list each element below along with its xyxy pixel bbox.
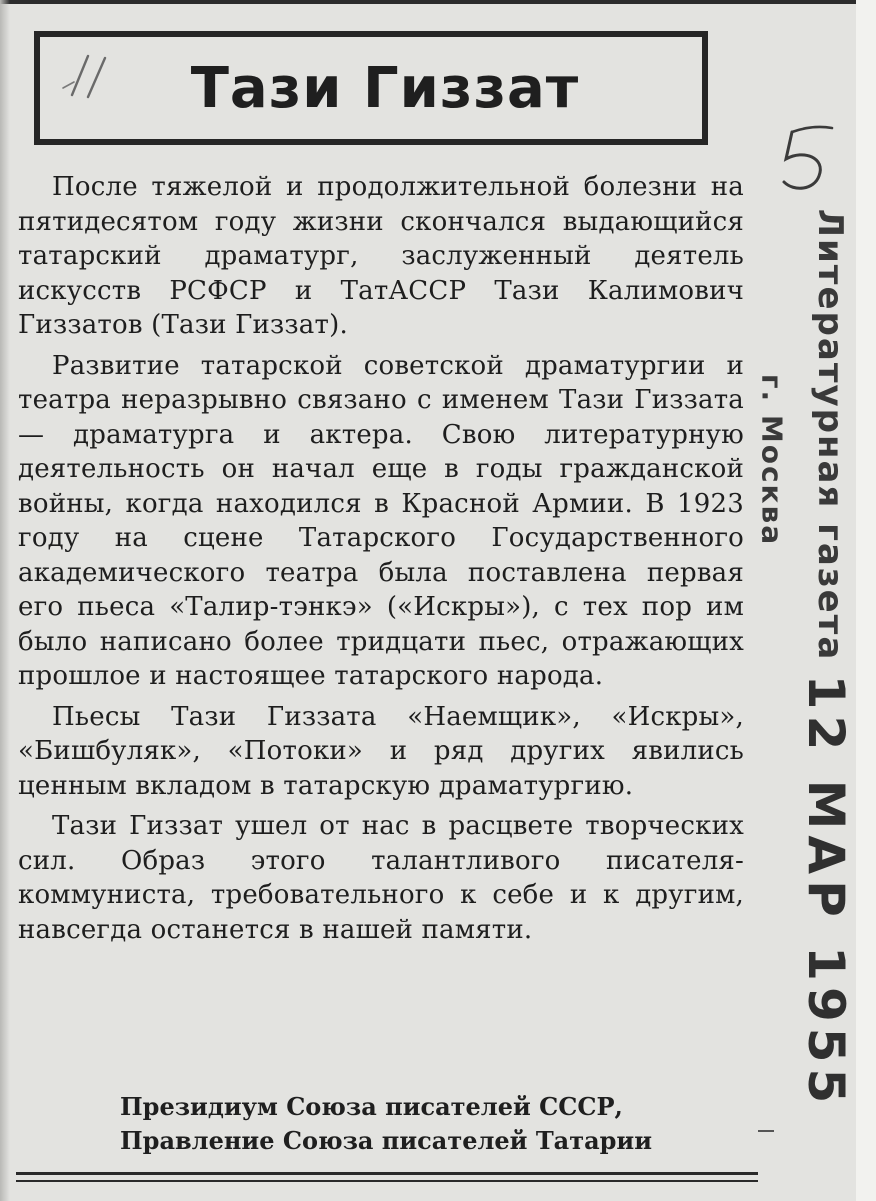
page-edge-shadow	[0, 0, 10, 1201]
stamp-source-name: Литературная газета	[810, 208, 850, 662]
article-paragraph: Тази Гиззат ушел от нас в расцвете творческих сил. Образ этого талантливого писателя-коммуниста, требовательного к себе и к другим, навсегда останется в нашей памяти.	[18, 811, 744, 945]
headline: Тази Гиззат	[190, 55, 580, 121]
page-margin-strip	[856, 0, 876, 1201]
top-rule	[0, 0, 876, 4]
article-paragraph: Развитие татарской советской драматургии и театра неразрывно связано с именем Тази Гиззата — драматурга и актера. Свою литературную деятельность он начал еще в годы гражданской войны, когда находился в Красной Армии. В 1923 году на сцене Татарского Государственного академического театра была поставлена первая его пьеса «Талир-тэнкэ» («Искры»), с тех пор им было написано более тридцати пьес, отражающих прошлое и настоящее татарского народа.	[18, 350, 744, 691]
article-paragraph: После тяжелой и продолжительной болезни на пятидесятом году жизни скончался выдающийся татарский драматург, заслуженный деятель искусств РСФСР и ТатАССР Тази Калимович Гиззатов (Тази Гиззат).	[18, 172, 744, 340]
bottom-rule	[16, 1180, 758, 1182]
bottom-rule	[16, 1172, 758, 1175]
stamp-city: г. Москва	[755, 373, 789, 547]
headline-frame	[34, 31, 708, 145]
signatory-line: Правление Союза писателей Татарии	[120, 1126, 653, 1155]
obituary-article	[18, 170, 744, 953]
stamp-date: 12 МАР 1955	[797, 674, 855, 1110]
handwritten-number-mark	[776, 124, 836, 200]
pencil-mark	[58, 50, 118, 102]
article-paragraph: Пьесы Тази Гиззата «Наемщик», «Искры», «Бишбуляк», «Потоки» и ряд других явились ценным вкладом в татарскую драматургию.	[18, 701, 744, 801]
signatory-line: Президиум Союза писателей СССР,	[120, 1092, 623, 1121]
dash-mark	[757, 1128, 775, 1134]
signatories	[120, 1090, 740, 1158]
